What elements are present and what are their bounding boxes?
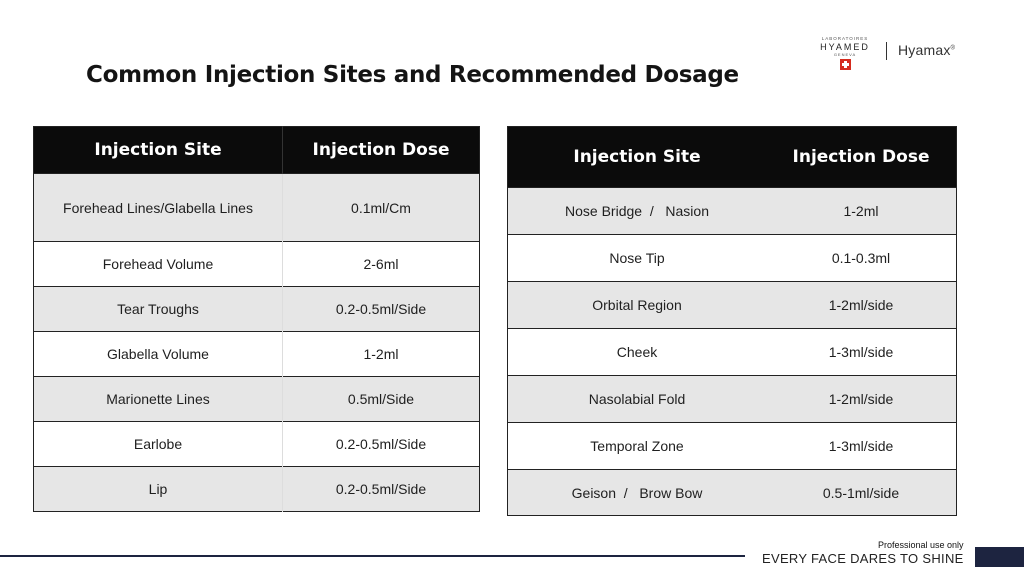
page-title: Common Injection Sites and Recommended Dosage: [86, 62, 739, 88]
site-cell: Geison / Brow Bow: [508, 470, 767, 516]
site-cell: Nose Bridge / Nasion: [508, 188, 767, 235]
header-injection-site: Injection Site: [34, 127, 283, 174]
table-row: [508, 235, 957, 282]
dose-cell: 1-2ml/side: [766, 282, 957, 329]
table-row: [508, 329, 957, 376]
site-cell: Nose Tip: [508, 235, 767, 282]
table-row: [508, 423, 957, 470]
dose-cell: 0.2-0.5ml/Side: [283, 422, 480, 467]
site-cell: Glabella Volume: [34, 332, 283, 377]
site-cell: Forehead Lines/Glabella Lines: [34, 174, 283, 242]
hyamax-text: Hyamax: [898, 42, 951, 58]
site-cell: Marionette Lines: [34, 377, 283, 422]
dose-cell: 0.1-0.3ml: [766, 235, 957, 282]
hyamed-city-text: GENEVA: [833, 52, 857, 57]
table-row: [34, 467, 480, 512]
site-cell: Temporal Zone: [508, 423, 767, 470]
footer-slogan: EVERY FACE DARES TO SHINE: [762, 551, 964, 566]
dose-cell: 1-3ml/side: [766, 329, 957, 376]
dose-cell: 1-2ml/side: [766, 376, 957, 423]
header-injection-site: Injection Site: [508, 127, 767, 188]
table-row: [508, 282, 957, 329]
dose-cell: 1-3ml/side: [766, 423, 957, 470]
table-row: [34, 377, 480, 422]
professional-use-notice: Professional use only: [878, 540, 964, 550]
dose-cell: 0.1ml/Cm: [283, 174, 480, 242]
site-cell: Earlobe: [34, 422, 283, 467]
footer-divider: [0, 555, 745, 557]
header-injection-dose: Injection Dose: [766, 127, 957, 188]
site-cell: Tear Troughs: [34, 287, 283, 332]
table-row: [508, 376, 957, 423]
dose-cell: 0.2-0.5ml/Side: [283, 467, 480, 512]
hyamed-lab-text: LABORATOIRES: [821, 36, 869, 41]
right-dosage-table: [507, 126, 957, 516]
hyamed-logo: [812, 36, 878, 70]
dose-cell: 2-6ml: [283, 242, 480, 287]
dose-cell: 0.5ml/Side: [283, 377, 480, 422]
site-cell: Nasolabial Fold: [508, 376, 767, 423]
table-row: [508, 188, 957, 235]
site-cell: Lip: [34, 467, 283, 512]
swiss-cross-icon: [840, 59, 851, 70]
logo-divider: [886, 42, 887, 60]
hyamax-logo: [898, 42, 955, 58]
dose-cell: 1-2ml: [766, 188, 957, 235]
table-header-row: [508, 127, 957, 188]
left-dosage-table: [33, 126, 480, 512]
table-row: [34, 332, 480, 377]
hyamed-name-text: HYAMED: [820, 42, 870, 52]
dose-cell: 1-2ml: [283, 332, 480, 377]
dose-cell: 0.2-0.5ml/Side: [283, 287, 480, 332]
table-row: [34, 287, 480, 332]
footer-accent-block: [975, 547, 1024, 567]
table-row: [34, 422, 480, 467]
site-cell: Orbital Region: [508, 282, 767, 329]
dose-cell: 0.5-1ml/side: [766, 470, 957, 516]
table-row: [508, 470, 957, 516]
trademark-mark: ®: [950, 45, 956, 52]
table-header-row: [34, 127, 480, 174]
site-cell: Cheek: [508, 329, 767, 376]
site-cell: Forehead Volume: [34, 242, 283, 287]
table-row: [34, 242, 480, 287]
table-row: [34, 174, 480, 242]
header-injection-dose: Injection Dose: [283, 127, 480, 174]
